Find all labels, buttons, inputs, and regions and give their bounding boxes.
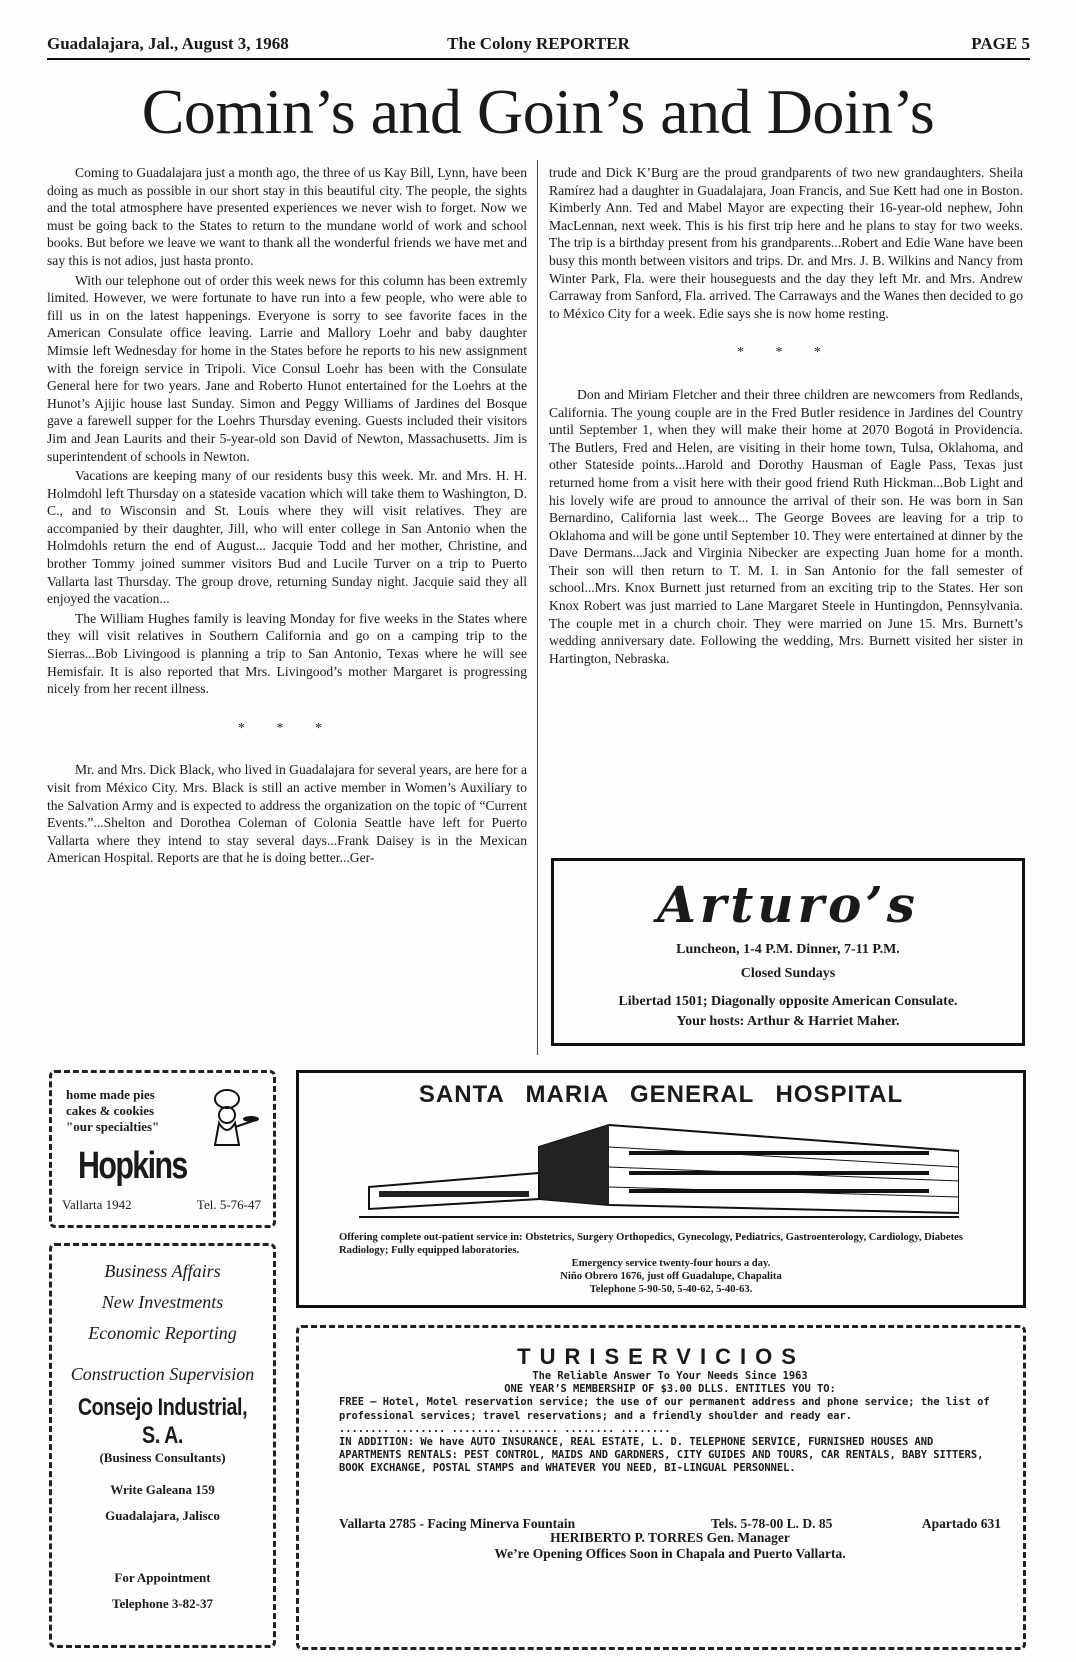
free-services: FREE — Hotel, Motel reservation service; the use of our permanent address and phone service; the list of professional services; travel reservations; and a friendly shoulder and ready ear. (339, 1396, 990, 1422)
turiservicios-body (339, 1370, 1001, 1476)
dateline: Guadalajara, Jal., August 3, 1968 (47, 34, 289, 53)
hospital-ad (296, 1070, 1026, 1308)
restaurant-hosts: Your hosts: Arthur & Harriet Maher. (676, 1014, 900, 1029)
company-phone: Telephone 3-82-37 (112, 1596, 213, 1611)
service-item: Construction Supervision (70, 1364, 255, 1384)
opening-hours: Luncheon, 1-4 P.M. Dinner, 7-11 P.M. (676, 942, 900, 957)
turi-phones: Tels. 5-78-00 L. D. 85 (711, 1516, 833, 1531)
hospital-services: Offering complete out-patient service in: Obstetrics, Surgery Orthopedics, Gynecology, Pediatrics, Gastroenterology, Cardiology, Diabetes Radiology; Fully equipped laboratories. (339, 1232, 963, 1256)
paragraph: Mr. and Mrs. Dick Black, who lived in Guadalajara for several years, are here for a visit from México City. Mrs. Black is still an active member in Women’s Auxiliary to the Salvation Army and is expected to address the organization on the topic of “Current Events.”...Shelton and Dorothea Coleman of Colonia Seattle have left for Puerto Vallarta where they intend to stay several days...Frank Daisey is in the Mexican American Hospital. Reports are that he is doing better...Ger- (47, 762, 527, 866)
paragraph: Coming to Guadalajara just a month ago, the three of us Kay Bill, Lynn, have been doing as much as possible in our short stay in this beautiful city. The people, the sights and the total atmosphere have presented experiences we never wish to forget. Now we must be going back to the States to return to the mundane world of work and school books. But before we leave we want to thank all the wonderful friends we have met and say this is not adios, just hasta pronto. (47, 165, 527, 268)
section-separator: * * * (737, 345, 835, 361)
turi-box: Apartado 631 (921, 1516, 1001, 1531)
service-item: Business Affairs (104, 1261, 221, 1281)
arturos-ad (551, 858, 1025, 1046)
hospital-address: Niño Obrero 1676, just off Guadalupe, Chapalita (560, 1271, 782, 1282)
company-street: Write Galeana 159 (110, 1482, 215, 1497)
paragraph: Vacations are keeping many of our residents busy this week. Mr. and Mrs. H. H. Holmdohl left Thursday on a stateside vacation which will take them to Washington, D. C., and to Wisconsin and St. Louis where they will visit relatives. They are accompanied by their daughter, Jill, who will enter college in San Antonio when the Holmdohls return the end of August... Jacquie Todd and her mother, Christine, and brother Tommy joined summer visitors Bud and Lucile Turver on a trip to Puerto Vallarta last Thursday. The group drove, returning Sunday night. Jacquie said they all enjoyed the vacation... (47, 468, 527, 607)
tagline-line: home made pies (66, 1087, 155, 1102)
right-column (549, 164, 1023, 667)
turiservicios-title: TURISERVICIOS (517, 1344, 805, 1369)
turiservicios-ad (296, 1325, 1026, 1650)
consejo-ad (49, 1243, 276, 1648)
hospital-phone: Telephone 5-90-50, 5-40-62, 5-40-63. (589, 1284, 753, 1295)
turi-manager: HERIBERTO P. TORRES Gen. Manager (550, 1530, 790, 1545)
paragraph: trude and Dick K’Burg are the proud grandparents of two new grandaughters. Sheila Ramírez had a daughter in Guadalajara, Joan Francis, and Sue Kett had one in Boston. Kimberly Ann. Ted and Mabel Mayor are expecting their 16-year-old nephew, John MacLennan, next week. This is his first trip here and he plans to stay for two weeks. The trip is a birthday present from his grandparents...Robert and Edie Wane have been busy this month between visitors and trips. Dr. and Mrs. J. B. Wilkins and Nancy from Winter Park, Fla. were their houseguests and the day they left Mr. and Mrs. Andrew Carraway from Sanford, Fla. arrived. The Carraways and the Wanes then decided to go to México City for a week. Edie says she is now home resting. (549, 165, 1023, 321)
tagline-line: cakes & cookies (66, 1103, 155, 1118)
masthead: The Colony REPORTER (447, 34, 630, 53)
company-subtitle: (Business Consultants) (99, 1450, 226, 1465)
hospital-details (339, 1231, 1003, 1296)
dots-separator: ........ ........ ........ ........ ........ ........ (339, 1422, 671, 1435)
hopkins-phone: Tel. 5-76-47 (196, 1197, 261, 1212)
chef-icon (205, 1087, 259, 1149)
paragraph: The William Hughes family is leaving Monday for five weeks in the States where they will visit relatives in Southern California and go on a camping trip to the Sierras...Bob Livingood is planning a trip to San Antonio, Texas where he will see Hemisfair. It is also reported that Mrs. Livingood’s mother Margaret is progressing nicely from her recent illness. (47, 610, 527, 697)
hopkins-ad (49, 1070, 276, 1228)
left-column (47, 164, 527, 867)
page-number: PAGE 5 (971, 34, 1030, 53)
company-name: Consejo Industrial, S. A. (77, 1394, 248, 1449)
company-city: Guadalajara, Jalisco (105, 1508, 220, 1523)
hopkins-tagline (66, 1087, 159, 1135)
turiservicios-footer (339, 1516, 1001, 1562)
service-item: Economic Reporting (88, 1323, 237, 1343)
turi-address: Vallarta 2785 - Facing Minerva Fountain (339, 1516, 576, 1531)
hospital-emergency: Emergency service twenty-four hours a day. (571, 1258, 771, 1269)
hospital-building-illustration (359, 1117, 959, 1225)
hopkins-address: Vallarta 1942 (62, 1197, 132, 1212)
appointment-label: For Appointment (114, 1570, 211, 1585)
page-header (47, 32, 1030, 60)
hospital-name: SANTA MARIA GENERAL HOSPITAL (418, 1081, 904, 1108)
section-separator: * * * (238, 720, 336, 736)
closed-days: Closed Sundays (740, 966, 836, 981)
membership-line: ONE YEAR’S MEMBERSHIP OF $3.00 DLLS. ENTITLES YOU TO: (504, 1383, 836, 1396)
turi-opening: We’re Opening Offices Soon in Chapala and Puerto Vallarta. (494, 1546, 846, 1561)
hopkins-name: Hopkins (78, 1145, 187, 1187)
additional-services: IN ADDITION: We have AUTO INSURANCE, REAL ESTATE, L. D. TELEPHONE SERVICE, FURNISHED HOUSES AND APARTMENTS RENTALS: PEST CONTROL, MAIDS AND GARDNERS, CITY GUIDES AND TOURS, CAR RENTALS, BABY SITTERS, BOOK EXCHANGE, POSTAL STAMPS and WHATEVER YOU NEED, BI-LINGUAL PERSONNEL. (339, 1436, 984, 1475)
restaurant-name: Arturo’s (657, 875, 919, 934)
service-item: New Investments (101, 1292, 224, 1312)
tagline: The Reliable Answer To Your Needs Since 1963 (532, 1370, 808, 1382)
tagline-line: "our specialties" (66, 1119, 160, 1134)
restaurant-address: Libertad 1501; Diagonally opposite American Consulate. (618, 994, 958, 1009)
paragraph: Don and Miriam Fletcher and their three children are newcomers from Redlands, California. The young couple are in the Fred Butler residence in Jardines del Country until September 1, when they will make their home at 2070 Bogotá in Providencia. The Butlers, Fred and Helen, are visiting in their home town, Tulsa, Oklahoma, and other Stateside points...Harold and Dorothy Hausman of Eagle Pass, Texas just returned home from a visit here with their good friend Ruth Hickman...Bob Light and his lovely wife are proud to announce the arrival of their son. He was born in San Bernardino, California last week... The George Bovees are leaving for a trip to Oklahoma and will be gone until September 10. They were entertained at dinner by the Dave Dermans...Jack and Virginia Nibecker are expecting Juan home for a month. Their son will then return to T. M. I. in San Antonio for the fall semester of school...Mrs. Knox Burnett just returned from an exciting trip to the States. Her son Knox Robert was just married to Lane Margaret Steele in Huntingdon, Pennsylvania. The couple met in a church choir. They were married on June 15. Mrs. Burnett’s wedding anniversary date. Following the wedding, Mrs. Burnett visited her sister in Hartington, Nebraska. (549, 386, 1023, 666)
paragraph: With our telephone out of order this week news for this column has been extremly limited. However, we were fortunate to have run into a few people, who were able to fill us in on the latest happenings. Everyone is sorry to see favorite faces in the American Consulate office leaving. Larrie and Mallory Loehr and baby daughter Mimsie left Wednesday for home in the States before he reports to his new assignment with the foreign service in Tripoli. Vice Consul Loehr has been with the Consulate General here for two years. Jane and Roberto Hunot entertained for the Loehrs at the Hunot’s Ajijic house last Sunday. Simon and Peggy Williams of Jardines del Bosque gave a farewell supper for the Loehrs Thursday evening. Guests included their visitors Jim and Jean Laurits and their 5-year-old son David of Newton, Massachusetts. Jim is superintendent of schools in Newton. (47, 272, 527, 464)
headline: Comin’s and Goin’s and Doin’s (141, 76, 935, 147)
column-divider (537, 160, 538, 1055)
